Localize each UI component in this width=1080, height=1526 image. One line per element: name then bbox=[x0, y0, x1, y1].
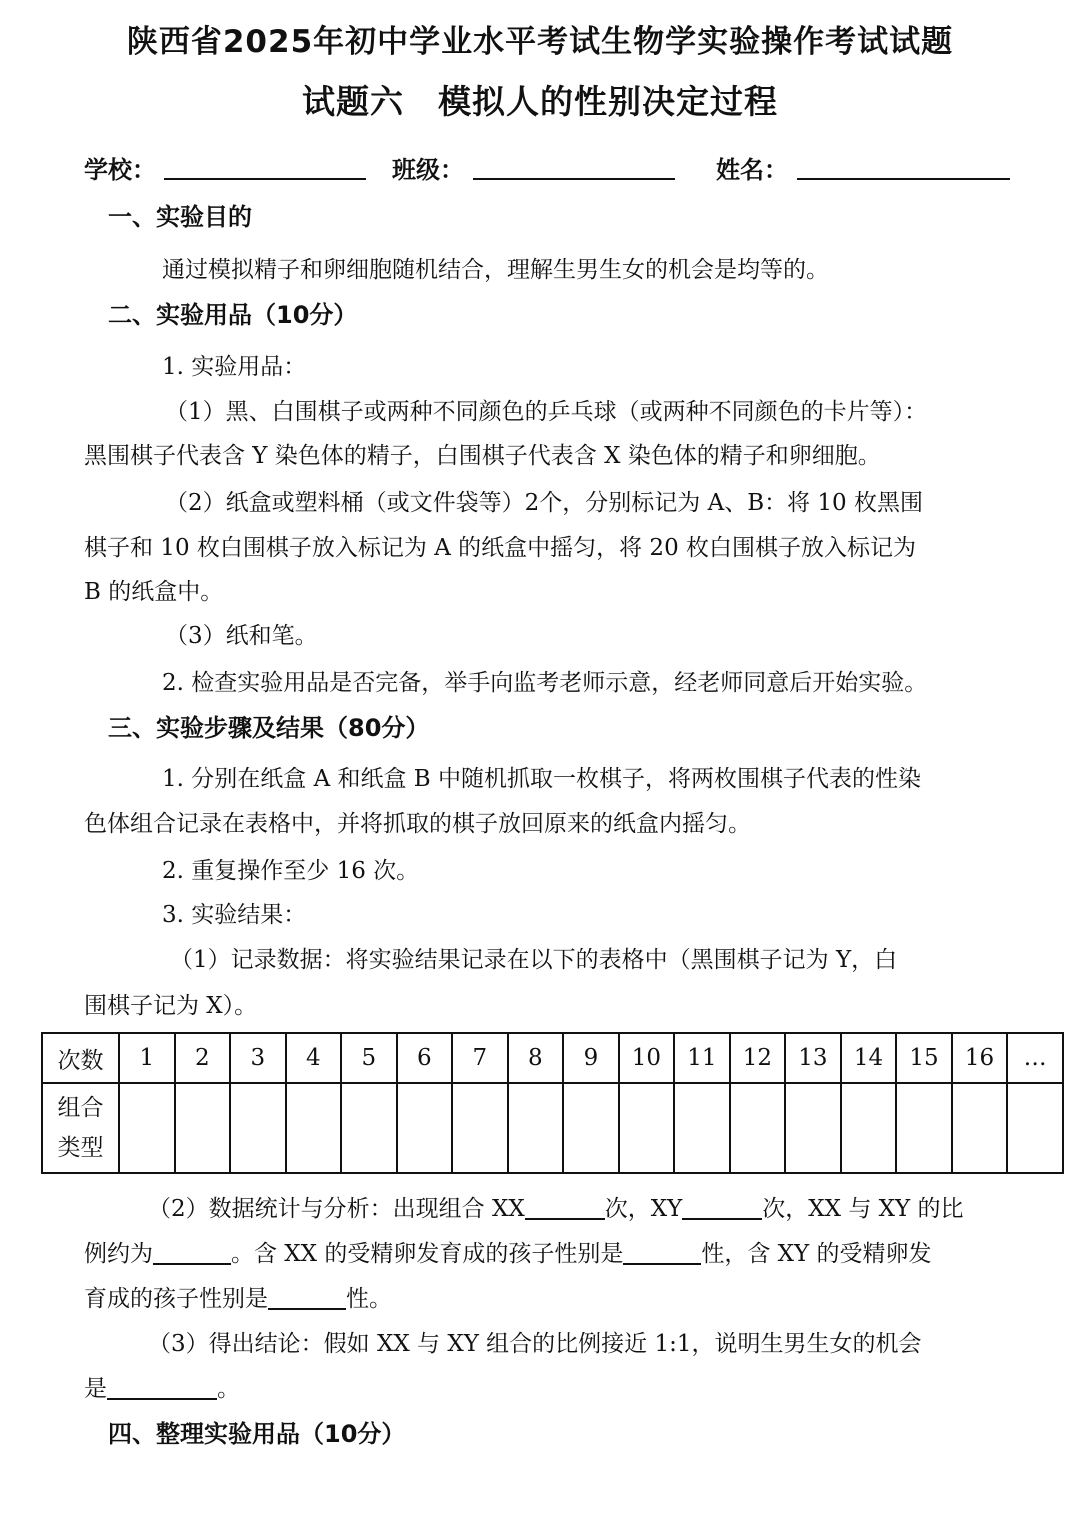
table-cell-empty[interactable] bbox=[563, 1083, 619, 1173]
table-col-header: 8 bbox=[508, 1033, 564, 1083]
materials-item-2-end: B 的纸盒中。 bbox=[84, 579, 224, 605]
step-2: 2. 重复操作至少 16 次。 bbox=[162, 858, 420, 884]
table-col-header: 4 bbox=[286, 1033, 342, 1083]
table-cell-empty[interactable] bbox=[841, 1083, 897, 1173]
table-col-header: 14 bbox=[841, 1033, 897, 1083]
table-col-header: 7 bbox=[452, 1033, 508, 1083]
analysis-line-2 bbox=[84, 1238, 1080, 1270]
analysis-text: 性，含 XY 的受精卵发 bbox=[701, 1241, 932, 1267]
table-cell-empty[interactable] bbox=[119, 1083, 175, 1173]
table-cell-empty[interactable] bbox=[674, 1083, 730, 1173]
sub-title-text: 模拟人的性别决定过程 bbox=[438, 82, 778, 121]
record-table bbox=[41, 1032, 1064, 1174]
table-col-header: 15 bbox=[896, 1033, 952, 1083]
analysis-text: （2）数据统计与分析：出现组合 XX bbox=[148, 1196, 525, 1222]
section-4-heading: 四、整理实验用品（10分） bbox=[108, 1420, 406, 1448]
table-cell-empty[interactable] bbox=[785, 1083, 841, 1173]
step-1: 1. 分别在纸盒 A 和纸盒 B 中随机抓取一枚棋子，将两枚围棋子代表的性染 bbox=[162, 766, 922, 792]
xy-sex-blank[interactable] bbox=[268, 1284, 346, 1310]
analysis-text: 。含 XX 的受精卵发育成的孩子性别是 bbox=[231, 1241, 624, 1267]
ratio-blank[interactable] bbox=[153, 1239, 231, 1265]
analysis-text: 次，XY bbox=[604, 1196, 683, 1222]
materials-item-2-cont: 棋子和 10 枚白围棋子放入标记为 A 的纸盒中摇匀，将 20 枚白围棋子放入标记为 bbox=[84, 535, 917, 561]
conclusion-blank[interactable] bbox=[107, 1374, 217, 1400]
section-1-text: 通过模拟精子和卵细胞随机结合，理解生男生女的机会是均等的。 bbox=[162, 257, 829, 283]
table-header-count: 次数 bbox=[42, 1033, 119, 1083]
combination-label-1: 组合 bbox=[57, 1095, 104, 1121]
school-field[interactable] bbox=[164, 178, 366, 180]
xy-count-blank[interactable] bbox=[682, 1194, 762, 1220]
table-col-header: 5 bbox=[341, 1033, 397, 1083]
analysis-text: 例约为 bbox=[84, 1241, 153, 1267]
xx-count-blank[interactable] bbox=[525, 1194, 605, 1220]
table-cell-empty[interactable] bbox=[952, 1083, 1008, 1173]
conclusion-text: 。 bbox=[217, 1376, 240, 1402]
sub-title bbox=[0, 76, 1080, 123]
analysis-text: 次，XX 与 XY 的比 bbox=[762, 1196, 964, 1222]
table-col-header: 12 bbox=[730, 1033, 786, 1083]
school-label: 学校： bbox=[84, 156, 156, 184]
materials-intro: 1. 实验用品： bbox=[162, 354, 307, 380]
student-info-row bbox=[84, 150, 1014, 184]
table-col-header: 13 bbox=[785, 1033, 841, 1083]
main-title: 陕西省2025年初中学业水平考试生物学实验操作考试试题 bbox=[126, 24, 954, 60]
table-header-combination bbox=[42, 1083, 119, 1173]
sub-title-number: 试题六 bbox=[302, 82, 404, 121]
materials-item-1: （1）黑、白围棋子或两种不同颜色的乒乓球（或两种不同颜色的卡片等）： bbox=[165, 399, 928, 425]
table-cell-empty[interactable] bbox=[286, 1083, 342, 1173]
table-cell-empty[interactable] bbox=[1007, 1083, 1063, 1173]
result-1: （1）记录数据：将实验结果记录在以下的表格中（黑围棋子记为 Y，白 bbox=[170, 947, 898, 973]
table-row bbox=[42, 1033, 1063, 1083]
conclusion-line-1: （3）得出结论：假如 XX 与 XY 组合的比例接近 1:1，说明生男生女的机会 bbox=[148, 1331, 922, 1357]
analysis-text: 育成的孩子性别是 bbox=[84, 1286, 268, 1312]
section-3-heading: 三、实验步骤及结果（80分） bbox=[108, 714, 430, 742]
analysis-line-1 bbox=[148, 1193, 1080, 1225]
table-cell-empty[interactable] bbox=[508, 1083, 564, 1173]
combination-label-2: 类型 bbox=[57, 1135, 104, 1161]
table-col-header: 1 bbox=[119, 1033, 175, 1083]
step-3: 3. 实验结果： bbox=[162, 902, 307, 928]
table-cell-empty[interactable] bbox=[341, 1083, 397, 1173]
table-cell-empty[interactable] bbox=[452, 1083, 508, 1173]
materials-check: 2. 检查实验用品是否完备，举手向监考老师示意，经老师同意后开始实验。 bbox=[162, 670, 928, 696]
xx-sex-blank[interactable] bbox=[623, 1239, 701, 1265]
table-cell-empty[interactable] bbox=[230, 1083, 286, 1173]
table-col-header: … bbox=[1007, 1033, 1063, 1083]
table-col-header: 11 bbox=[674, 1033, 730, 1083]
section-2-heading: 二、实验用品（10分） bbox=[108, 301, 358, 329]
materials-item-3: （3）纸和笔。 bbox=[165, 623, 318, 649]
table-col-header: 6 bbox=[397, 1033, 453, 1083]
materials-item-2: （2）纸盒或塑料桶（或文件袋等）2个，分别标记为 A、B：将 10 枚黑围 bbox=[165, 490, 923, 516]
section-1-heading: 一、实验目的 bbox=[108, 203, 252, 231]
table-cell-empty[interactable] bbox=[397, 1083, 453, 1173]
materials-item-1-cont: 黑围棋子代表含 Y 染色体的精子，白围棋子代表含 X 染色体的精子和卵细胞。 bbox=[84, 443, 881, 469]
class-field[interactable] bbox=[473, 178, 675, 180]
result-1-cont: 围棋子记为 X）。 bbox=[84, 993, 258, 1019]
conclusion-line-2 bbox=[84, 1373, 1080, 1405]
table-row bbox=[42, 1083, 1063, 1173]
table-col-header: 2 bbox=[175, 1033, 231, 1083]
step-1-cont: 色体组合记录在表格中，并将抓取的棋子放回原来的纸盒内摇匀。 bbox=[84, 811, 751, 837]
table-cell-empty[interactable] bbox=[896, 1083, 952, 1173]
table-col-header: 10 bbox=[619, 1033, 675, 1083]
table-col-header: 9 bbox=[563, 1033, 619, 1083]
analysis-line-3 bbox=[84, 1283, 1080, 1315]
table-cell-empty[interactable] bbox=[730, 1083, 786, 1173]
class-label: 班级： bbox=[392, 156, 464, 184]
table-cell-empty[interactable] bbox=[175, 1083, 231, 1173]
name-label: 姓名： bbox=[716, 156, 788, 184]
table-cell-empty[interactable] bbox=[619, 1083, 675, 1173]
name-field[interactable] bbox=[797, 178, 1010, 180]
table-col-header: 16 bbox=[952, 1033, 1008, 1083]
conclusion-text: 是 bbox=[84, 1376, 107, 1402]
analysis-text: 性。 bbox=[346, 1286, 392, 1312]
table-col-header: 3 bbox=[230, 1033, 286, 1083]
